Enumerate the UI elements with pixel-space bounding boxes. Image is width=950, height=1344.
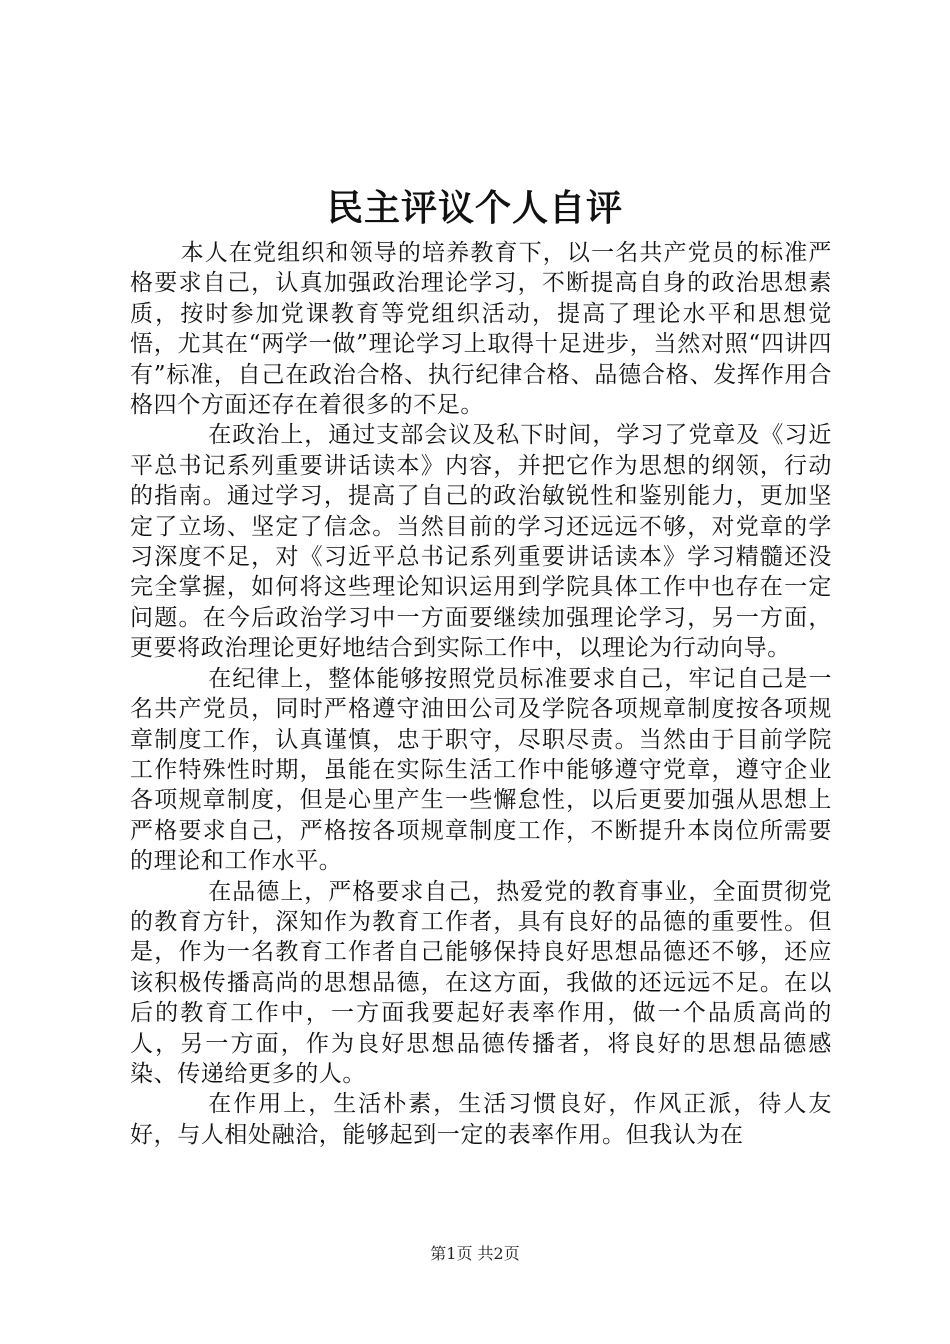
paragraph-morality: 在品德上，严格要求自己，热爱党的教育事业，全面贯彻党的教育方针，深知作为教育工作者，具有良好的品德的重要性。但是，作为一名教育工作者自己能够保持良好思想品德还不够，还应该积极传播高尚的思想品德，在这方面，我做的还远远不足。在以后的教育工作中，一方面我要起好表率作用，做一个品质高尚的人，另一方面，作为良好思想品德传播者，将良好的思想品德感染、传递给更多的人。 — [130, 878, 832, 1087]
document-body — [130, 238, 832, 1150]
paragraph-discipline: 在纪律上，整体能够按照党员标准要求自己，牢记自己是一名共产党员，同时严格遵守油田公司及学院各项规章制度按各项规章制度工作，认真谨慎，忠于职守，尽职尽责。当然由于目前学院工作特殊性时期，虽能在实际生活工作中能够遵守党章，遵守企业各项规章制度，但是心里产生一些懈怠性，以后更要加强从思想上严格要求自己，严格按各项规章制度工作，不断提升本岗位所需要的理论和工作水平。 — [130, 665, 832, 875]
page-number-footer: 第1页 共2页 — [430, 1244, 520, 1263]
paragraph-role: 在作用上，生活朴素，生活习惯良好，作风正派，待人友好，与人相处融洽，能够起到一定的表率作用。但我认为在 — [130, 1091, 832, 1148]
paragraph-politics: 在政治上，通过支部会议及私下时间，学习了党章及《习近平总书记系列重要讲话读本》内容，并把它作为思想的纲领，行动的指南。通过学习，提高了自己的政治敏锐性和鉴别能力，更加坚定了立场、坚定了信念。当然目前的学习还远远不够，对党章的学习深度不足，对《习近平总书记系列重要讲话读本》学习精髓还没完全掌握，如何将这些理论知识运用到学院具体工作中也存在一定问题。在今后政治学习中一方面要继续加强理论学习，另一方面，更要将政治理论更好地结合到实际工作中，以理论为行动向导。 — [130, 422, 832, 662]
document-title: 民主评议个人自评 — [326, 187, 623, 229]
paragraph-intro: 本人在党组织和领导的培养教育下，以一名共产党员的标准严格要求自己，认真加强政治理论学习，不断提高自身的政治思想素质，按时参加党课教育等党组织活动，提高了理论水平和思想觉悟，尤其在“两学一做”理论学习上取得十足进步，当然对照“四讲四有”标准，自己在政治合格、执行纪律合格、品德合格、发挥作用合格四个方面还存在着很多的不足。 — [130, 240, 832, 419]
